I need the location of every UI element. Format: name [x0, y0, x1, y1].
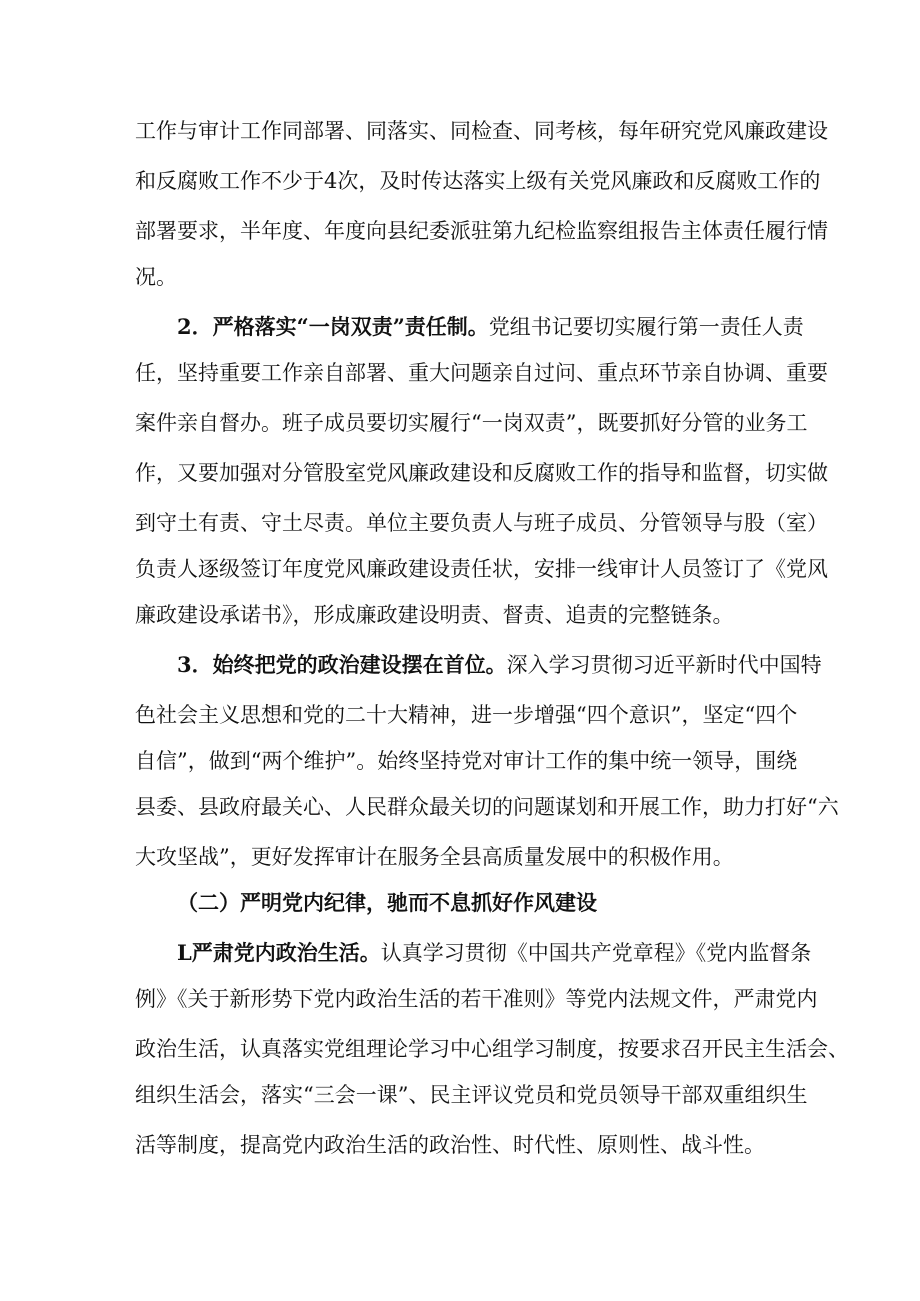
item-s2-1-first-line — [177, 938, 812, 968]
section-heading: （二）严明党内纪律，驰而不息抓好作风建设 — [177, 890, 597, 915]
item-3-first-line — [177, 650, 822, 680]
paragraph-line: 政治生活，认真落实党组理论学习中心组学习制度，按要求召开民主生活会、 — [135, 1037, 849, 1061]
item-number: L — [177, 940, 192, 965]
item-number: 3． — [177, 652, 213, 677]
paragraph-line: 到守土有责、守土尽责。单位主要负责人与班子成员、分管领导与股（室） — [135, 511, 828, 535]
item-title: 严肃党内政治生活。 — [191, 940, 381, 965]
paragraph-line: 色社会主义思想和党的二十大精神，进一步增强“四个意识”，坚定“四个 — [135, 703, 798, 727]
paragraph-line: 部署要求，半年度、年度向县纪委派驻第九纪检监察组报告主体责任履行情 — [135, 219, 828, 243]
paragraph-line: 况。 — [135, 265, 177, 289]
paragraph-line: 县委、县政府最关心、人民群众最关切的问题谋划和开展工作，助力打好“六 — [135, 795, 839, 819]
paragraph-line: 案件亲自督办。班子成员要切实履行“一岗双责”，既要抓好分管的业务工 — [135, 411, 808, 435]
item-title: 严格落实“一岗双责”责任制。 — [212, 314, 489, 339]
paragraph-line: 和反腐败工作不少于4次，及时传达落实上级有关党风廉政和反腐败工作的 — [135, 169, 821, 193]
item-text: 深入学习贯彻习近平新时代中国特 — [506, 653, 822, 677]
item-number: 2． — [177, 314, 213, 339]
paragraph-line: 活等制度，提高党内政治生活的政治性、时代性、原则性、战斗性。 — [135, 1133, 765, 1157]
paragraph-line: 自信”，做到“两个维护”。始终坚持党对审计工作的集中统一领导，围绕 — [135, 749, 798, 773]
paragraph-line: 任，坚持重要工作亲自部署、重大问题亲自过问、重点环节亲自协调、重要 — [135, 361, 828, 385]
item-text: 认真学习贯彻《中国共产党章程》《党内监督条 — [380, 941, 812, 965]
item-2-first-line — [177, 312, 804, 342]
item-text: 党组书记要切实履行第一责任人责 — [488, 315, 804, 339]
paragraph-line: 廉政建设承诺书》，形成廉政建设明责、督责、追责的完整链条。 — [135, 603, 734, 627]
item-title: 始终把党的政治建设摆在首位。 — [212, 652, 507, 677]
paragraph-line: 作，又要加强对分管股室党风廉政建设和反腐败工作的指导和监督，切实做 — [135, 461, 828, 485]
paragraph-line: 例》《关于新形势下党内政治生活的若干准则》等党内法规文件，严肃党内 — [135, 987, 818, 1011]
paragraph-line: 大攻坚战”，更好发挥审计在服务全县高质量发展中的积极作用。 — [135, 845, 734, 869]
paragraph-line: 组织生活会，落实“三会一课”、民主评议党员和党员领导干部双重组织生 — [135, 1083, 808, 1107]
paragraph-line: 负责人逐级签订年度党风廉政建设责任状，安排一线审计人员签订了《党风 — [135, 557, 828, 581]
paragraph-line: 工作与审计工作同部署、同落实、同检查、同考核，每年研究党风廉政建设 — [135, 119, 828, 143]
